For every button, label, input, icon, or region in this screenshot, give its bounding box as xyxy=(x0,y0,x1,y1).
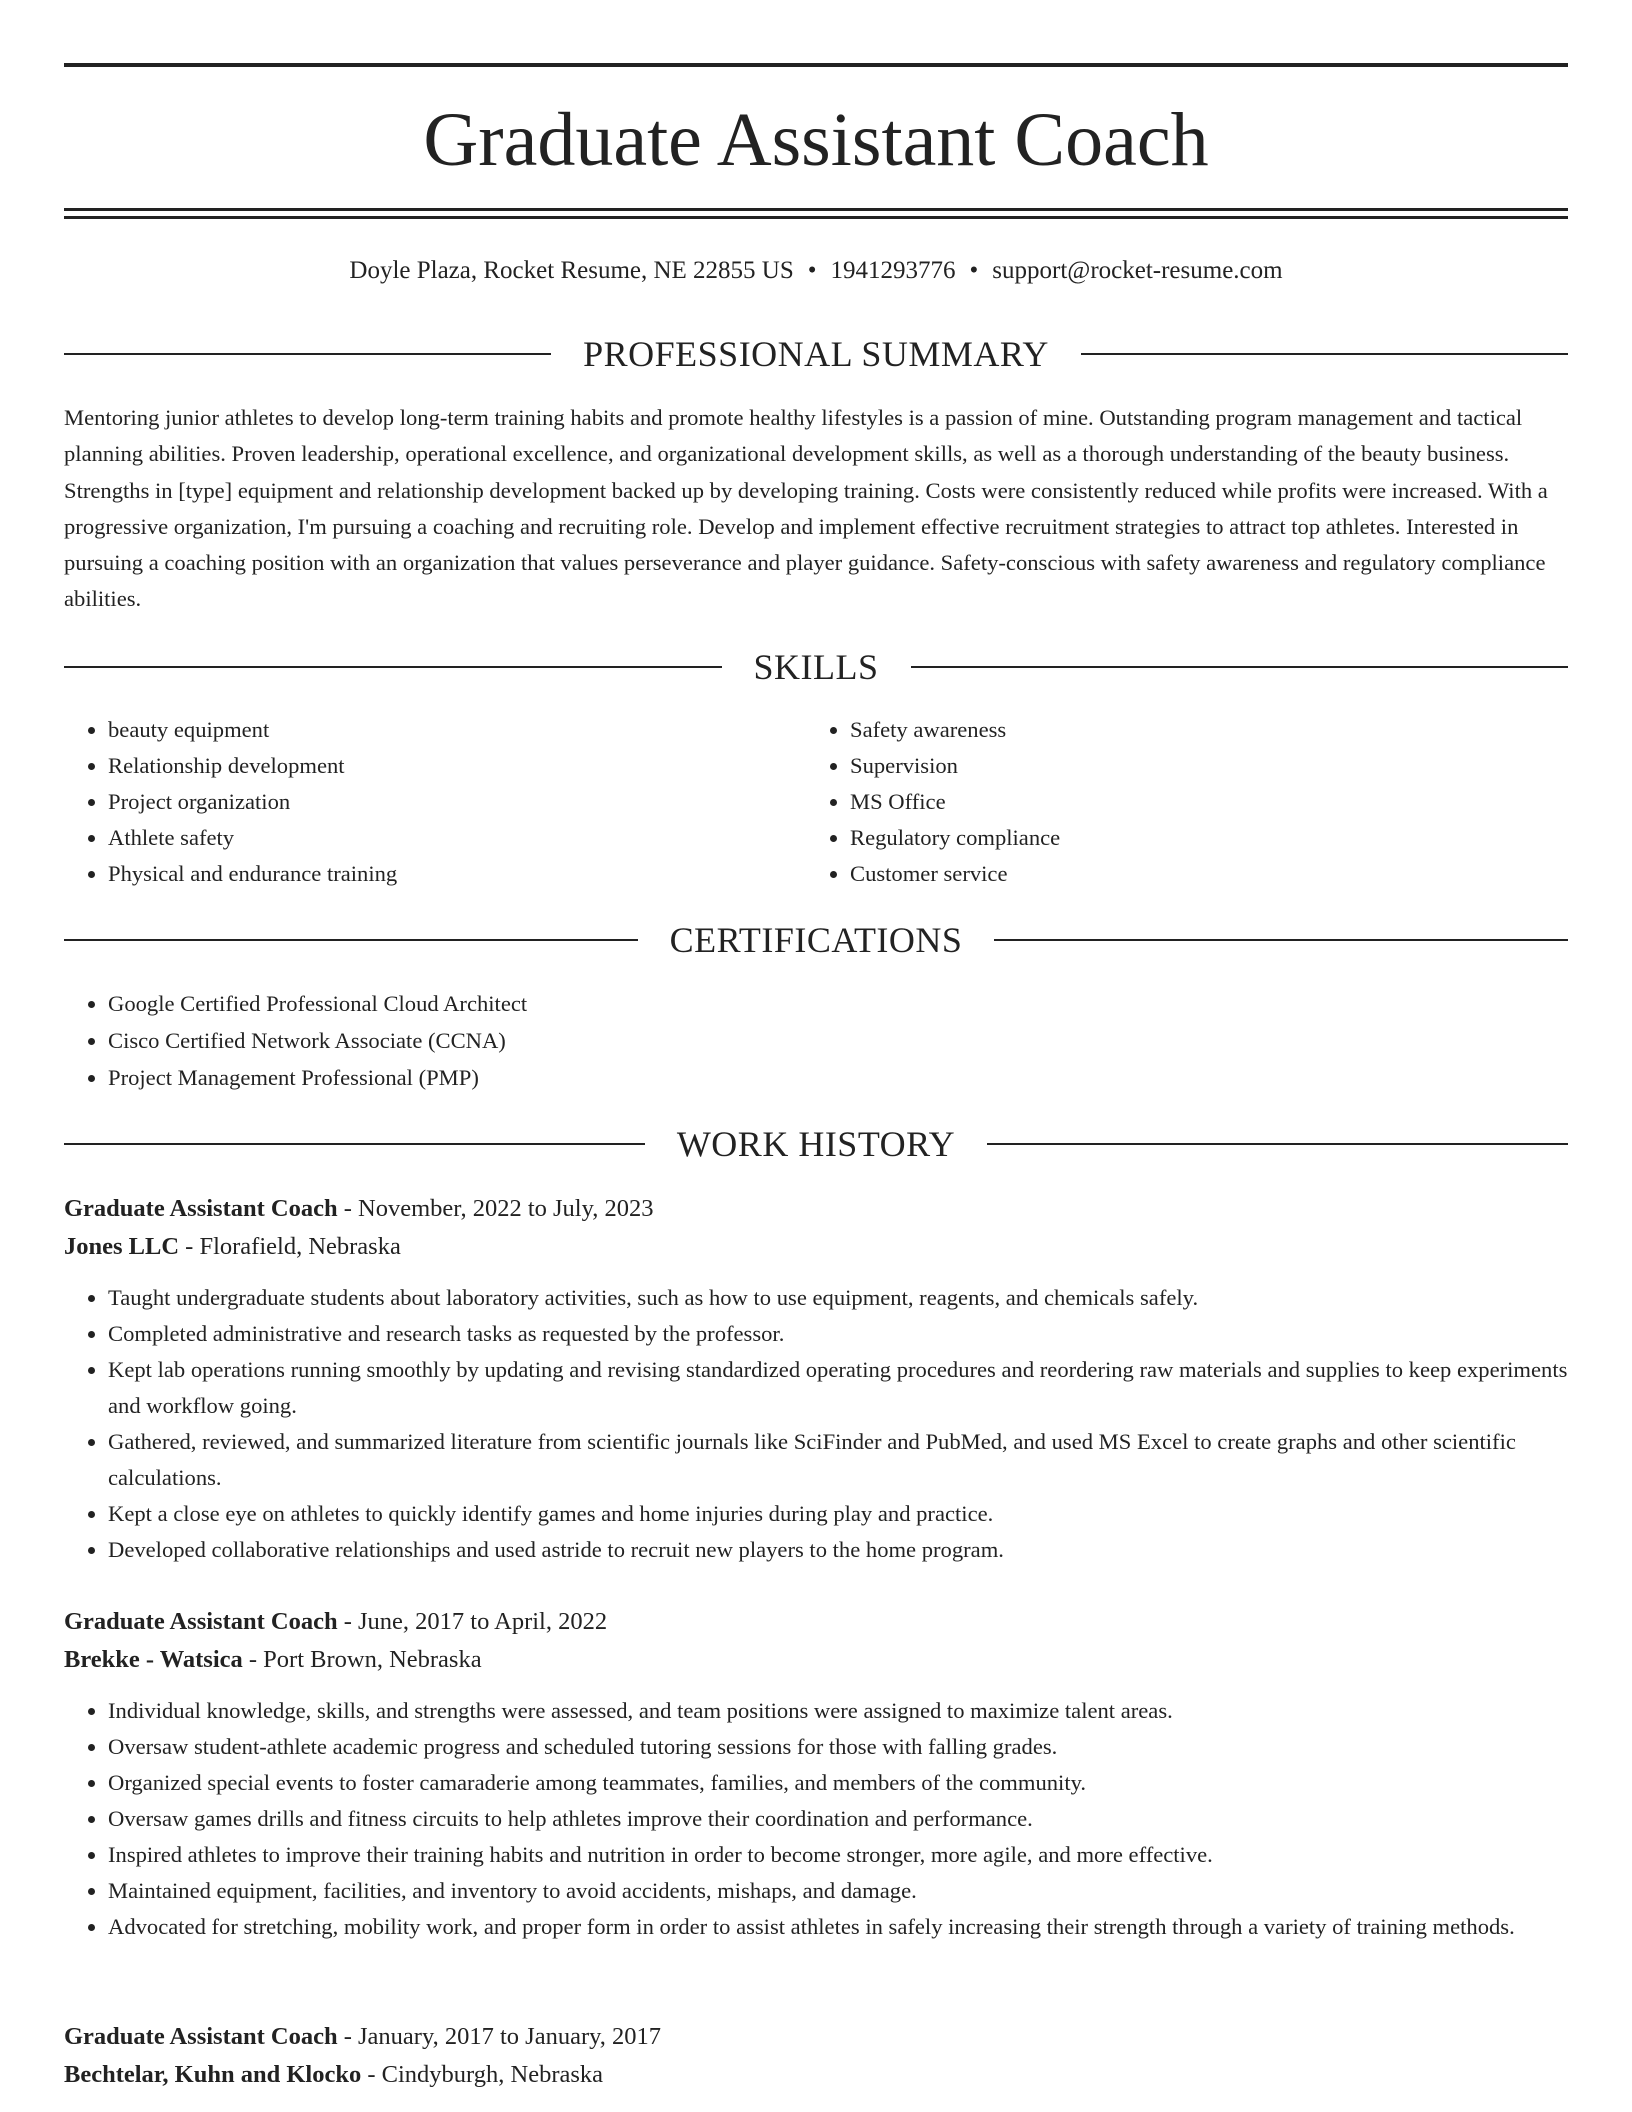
job-location: - Port Brown, Nebraska xyxy=(242,1646,482,1673)
job-duty: • Taught undergraduate students about laboratory activities, such as how to use equipment, reagents, and chemicals safely. xyxy=(108,1280,1568,1316)
skill-item: • Project organization xyxy=(108,784,804,820)
resume-title: Graduate Assistant Coach xyxy=(423,98,1209,182)
contact-line xyxy=(64,253,1568,289)
certifications-list xyxy=(64,985,1568,1096)
section-header-certifications xyxy=(64,918,1568,962)
section-rule xyxy=(994,939,1568,941)
skills-list-right xyxy=(806,712,1546,892)
header-top-rule xyxy=(64,63,1568,67)
job-duty: • Inspired athletes to improve their training habits and nutrition in order to become stronger, more agile, and more effective. xyxy=(108,1837,1568,1873)
section-header-work-history xyxy=(64,1122,1568,1166)
job-title-line xyxy=(64,1603,1568,1641)
job-entry xyxy=(64,1190,1568,1568)
skill-item: • Athlete safety xyxy=(108,820,804,856)
skills-list-left xyxy=(64,712,804,892)
skill-item: • Supervision xyxy=(850,748,1546,784)
skill-item: • Safety awareness xyxy=(850,712,1546,748)
job-title-line xyxy=(64,1190,1568,1228)
section-rule xyxy=(911,666,1569,668)
section-header-summary xyxy=(64,332,1568,376)
job-duties-list xyxy=(64,1280,1568,1568)
section-rule xyxy=(64,353,551,355)
job-company-line xyxy=(64,1641,1568,1679)
job-entry xyxy=(64,1603,1568,1945)
section-title-work-history: WORK HISTORY xyxy=(676,1124,956,1164)
contact-phone: 1941293776 xyxy=(830,257,956,284)
job-company-line xyxy=(64,1228,1568,1266)
job-duty: • Individual knowledge, skills, and strengths were assessed, and team positions were assigned to maximize talent areas. xyxy=(108,1693,1568,1729)
contact-email: support@rocket-resume.com xyxy=(992,257,1283,284)
skill-item: • Customer service xyxy=(850,856,1546,892)
skill-item: • beauty equipment xyxy=(108,712,804,748)
job-duty: • Gathered, reviewed, and summarized literature from scientific journals like SciFinder and PubMed, and used MS Excel to create graphs and other scientific calculations. xyxy=(108,1424,1568,1496)
section-rule xyxy=(987,1143,1568,1145)
job-duty: • Advocated for stretching, mobility work, and proper form in order to assist athletes in safely increasing their strength through a variety of training methods. xyxy=(108,1909,1568,1945)
job-title: Graduate Assistant Coach xyxy=(64,1608,338,1635)
job-title: Graduate Assistant Coach xyxy=(64,1195,338,1222)
job-duty: • Organized special events to foster camaraderie among teammates, families, and members of the community. xyxy=(108,1765,1568,1801)
job-duty: • Oversaw student-athlete academic progress and scheduled tutoring sessions for those with falling grades. xyxy=(108,1729,1568,1765)
professional-summary-text: Mentoring junior athletes to develop long-term training habits and promote healthy lifestyles is a passion of mine. Outstanding program management and tactical planning abilities. Proven leadership, operational excellence, and organizational development skills, as well as a thorough understanding of the beauty business. Strengths in [type] equipment and relationship development backed up by developing training. Costs were consistently reduced while profits were increased. With a progressive organization, I'm pursuing a coaching and recruiting role. Develop and implement effective recruitment strategies to attract top athletes. Interested in pursuing a coaching position with an organization that values perseverance and player guidance. Safety-conscious with safety awareness and regulatory compliance abilities. xyxy=(64,405,1548,612)
section-rule xyxy=(64,666,722,668)
header-bottom-rule xyxy=(64,208,1568,211)
job-company-line xyxy=(64,2056,1568,2094)
job-duty: • Kept a close eye on athletes to quickly identify games and home injuries during play and practice. xyxy=(108,1496,1568,1532)
certification-item: • Google Certified Professional Cloud Architect xyxy=(108,985,1568,1022)
certification-item: • Cisco Certified Network Associate (CCNA) xyxy=(108,1022,1568,1059)
contact-address: Doyle Plaza, Rocket Resume, NE 22855 US xyxy=(349,257,794,284)
job-company: Brekke - Watsica xyxy=(64,1646,243,1673)
job-company: Bechtelar, Kuhn and Klocko xyxy=(64,2061,362,2088)
job-dates: - November, 2022 to July, 2023 xyxy=(337,1195,654,1222)
job-entry xyxy=(64,2018,1568,2094)
job-location: - Florafield, Nebraska xyxy=(179,1233,401,1260)
skills-column-left xyxy=(64,712,804,892)
skills-column-right xyxy=(806,712,1546,892)
job-duty: • Completed administrative and research tasks as requested by the professor. xyxy=(108,1316,1568,1352)
job-location: - Cindyburgh, Nebraska xyxy=(361,2061,604,2088)
job-title-line xyxy=(64,2018,1568,2056)
skill-item: • Relationship development xyxy=(108,748,804,784)
section-title-summary: PROFESSIONAL SUMMARY xyxy=(583,334,1049,374)
job-duty: • Developed collaborative relationships and used astride to recruit new players to the home program. xyxy=(108,1532,1568,1568)
job-duty: • Kept lab operations running smoothly by updating and revising standardized operating procedures and reordering raw materials and supplies to keep experiments and workflow going. xyxy=(108,1352,1568,1424)
job-duty: • Oversaw games drills and fitness circuits to help athletes improve their coordination and performance. xyxy=(108,1801,1568,1837)
section-rule xyxy=(64,939,638,941)
skill-item: • Regulatory compliance xyxy=(850,820,1546,856)
job-dates: - January, 2017 to January, 2017 xyxy=(337,2023,662,2050)
job-company: Jones LLC xyxy=(64,1233,180,1260)
certification-item: • Project Management Professional (PMP) xyxy=(108,1059,1568,1096)
section-rule xyxy=(1081,353,1568,355)
section-header-skills xyxy=(64,645,1568,689)
header-bottom-rule-second xyxy=(64,216,1568,219)
job-title: Graduate Assistant Coach xyxy=(64,2023,338,2050)
skill-item: • Physical and endurance training xyxy=(108,856,804,892)
job-dates: - June, 2017 to April, 2022 xyxy=(337,1608,608,1635)
certifications-block xyxy=(64,985,1568,1096)
section-rule xyxy=(64,1143,645,1145)
contact-separator: • xyxy=(969,257,979,284)
job-duties-list xyxy=(64,1693,1568,1945)
skill-item: • MS Office xyxy=(850,784,1546,820)
section-title-certifications: CERTIFICATIONS xyxy=(669,920,963,960)
contact-separator: • xyxy=(807,257,817,284)
section-title-skills: SKILLS xyxy=(753,647,879,687)
job-duty: • Maintained equipment, facilities, and inventory to avoid accidents, mishaps, and damage. xyxy=(108,1873,1568,1909)
